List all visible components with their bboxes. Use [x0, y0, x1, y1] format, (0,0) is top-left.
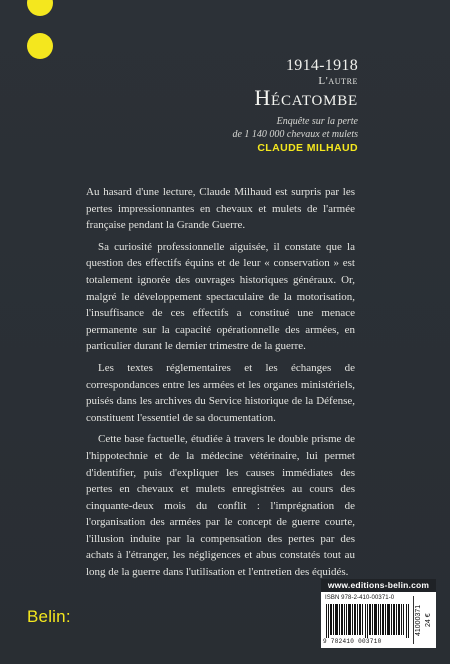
price-label: 24 €: [425, 613, 432, 627]
subtitle: [138, 115, 358, 141]
publisher-logo: [27, 607, 71, 627]
subtitle-line-2: de 1 140 000 chevaux et mulets: [232, 129, 358, 140]
blurb-paragraph-3: Les textes réglementaires et les échanges de correspondances entre les armées et les organes ministériels, puisés dans les archives du Service historique de la Défense, constituent l'essentiel de sa documentation.: [86, 361, 355, 424]
barcode-box: [321, 592, 436, 648]
title-prefix: L'autre: [318, 75, 358, 87]
blurb-paragraph-4: Cette base factuelle, étudiée à travers le double prisme de l'hippotechnie et de la médecine vétérinaire, lui permet d'identifier, puis d'expliquer les causes immédiates des pertes en chevaux et mulets enregistrées au cours des cinquante-deux mois du conflit : l'imprégnation de l'organisation des armées par le concept de guerre courte, l'illusion induite par la compensation des pertes par des achats à l'étranger, les négligences et abus constatés tout au long de la guerre dans l'utilisation et l'entretien des équidés.: [86, 433, 355, 579]
yellow-dot-decoration-top: [27, 0, 53, 16]
barcode-divider: [413, 596, 414, 644]
title-main: Hécatombe: [254, 85, 358, 110]
blurb-text: [86, 184, 355, 581]
yellow-dot-decoration: [27, 33, 53, 59]
title-years: 1914-1918: [285, 57, 358, 74]
publisher-name: Belin: [27, 607, 66, 626]
blurb-paragraph-1: Au hasard d'une lecture, Claude Milhaud est surpris par les pertes impressionnantes en chevaux et mulets de l'armée française pendant la Grande Guerre.: [86, 186, 355, 232]
publisher-mark: :: [65, 607, 71, 626]
subtitle-line-1: Enquête sur la perte: [276, 116, 358, 127]
blurb-paragraph-2: Sa curiosité professionnelle aiguisée, il constate que la question des effectifs équins et de leur « conservation » est totalement ignorée des ouvrages historiques généraux. Or, malgré le développement spectaculaire de la motorisation, l'insuffisance de ces effectifs a constitué une menace permanente sur la capacité opérationnelle des armées, en particulier durant le dernier trimestre de la guerre.: [86, 240, 355, 353]
isbn-label: ISBN 978-2-410-00371-0: [325, 595, 395, 601]
title-block: [138, 58, 358, 109]
barcode-digits: 9 782410 003710: [323, 638, 382, 645]
product-code: 41000371: [415, 604, 422, 636]
barcode-icon: [326, 604, 410, 638]
author-name: CLAUDE MILHAUD: [257, 142, 358, 154]
publisher-website: www.editions-belin.com: [321, 579, 436, 592]
